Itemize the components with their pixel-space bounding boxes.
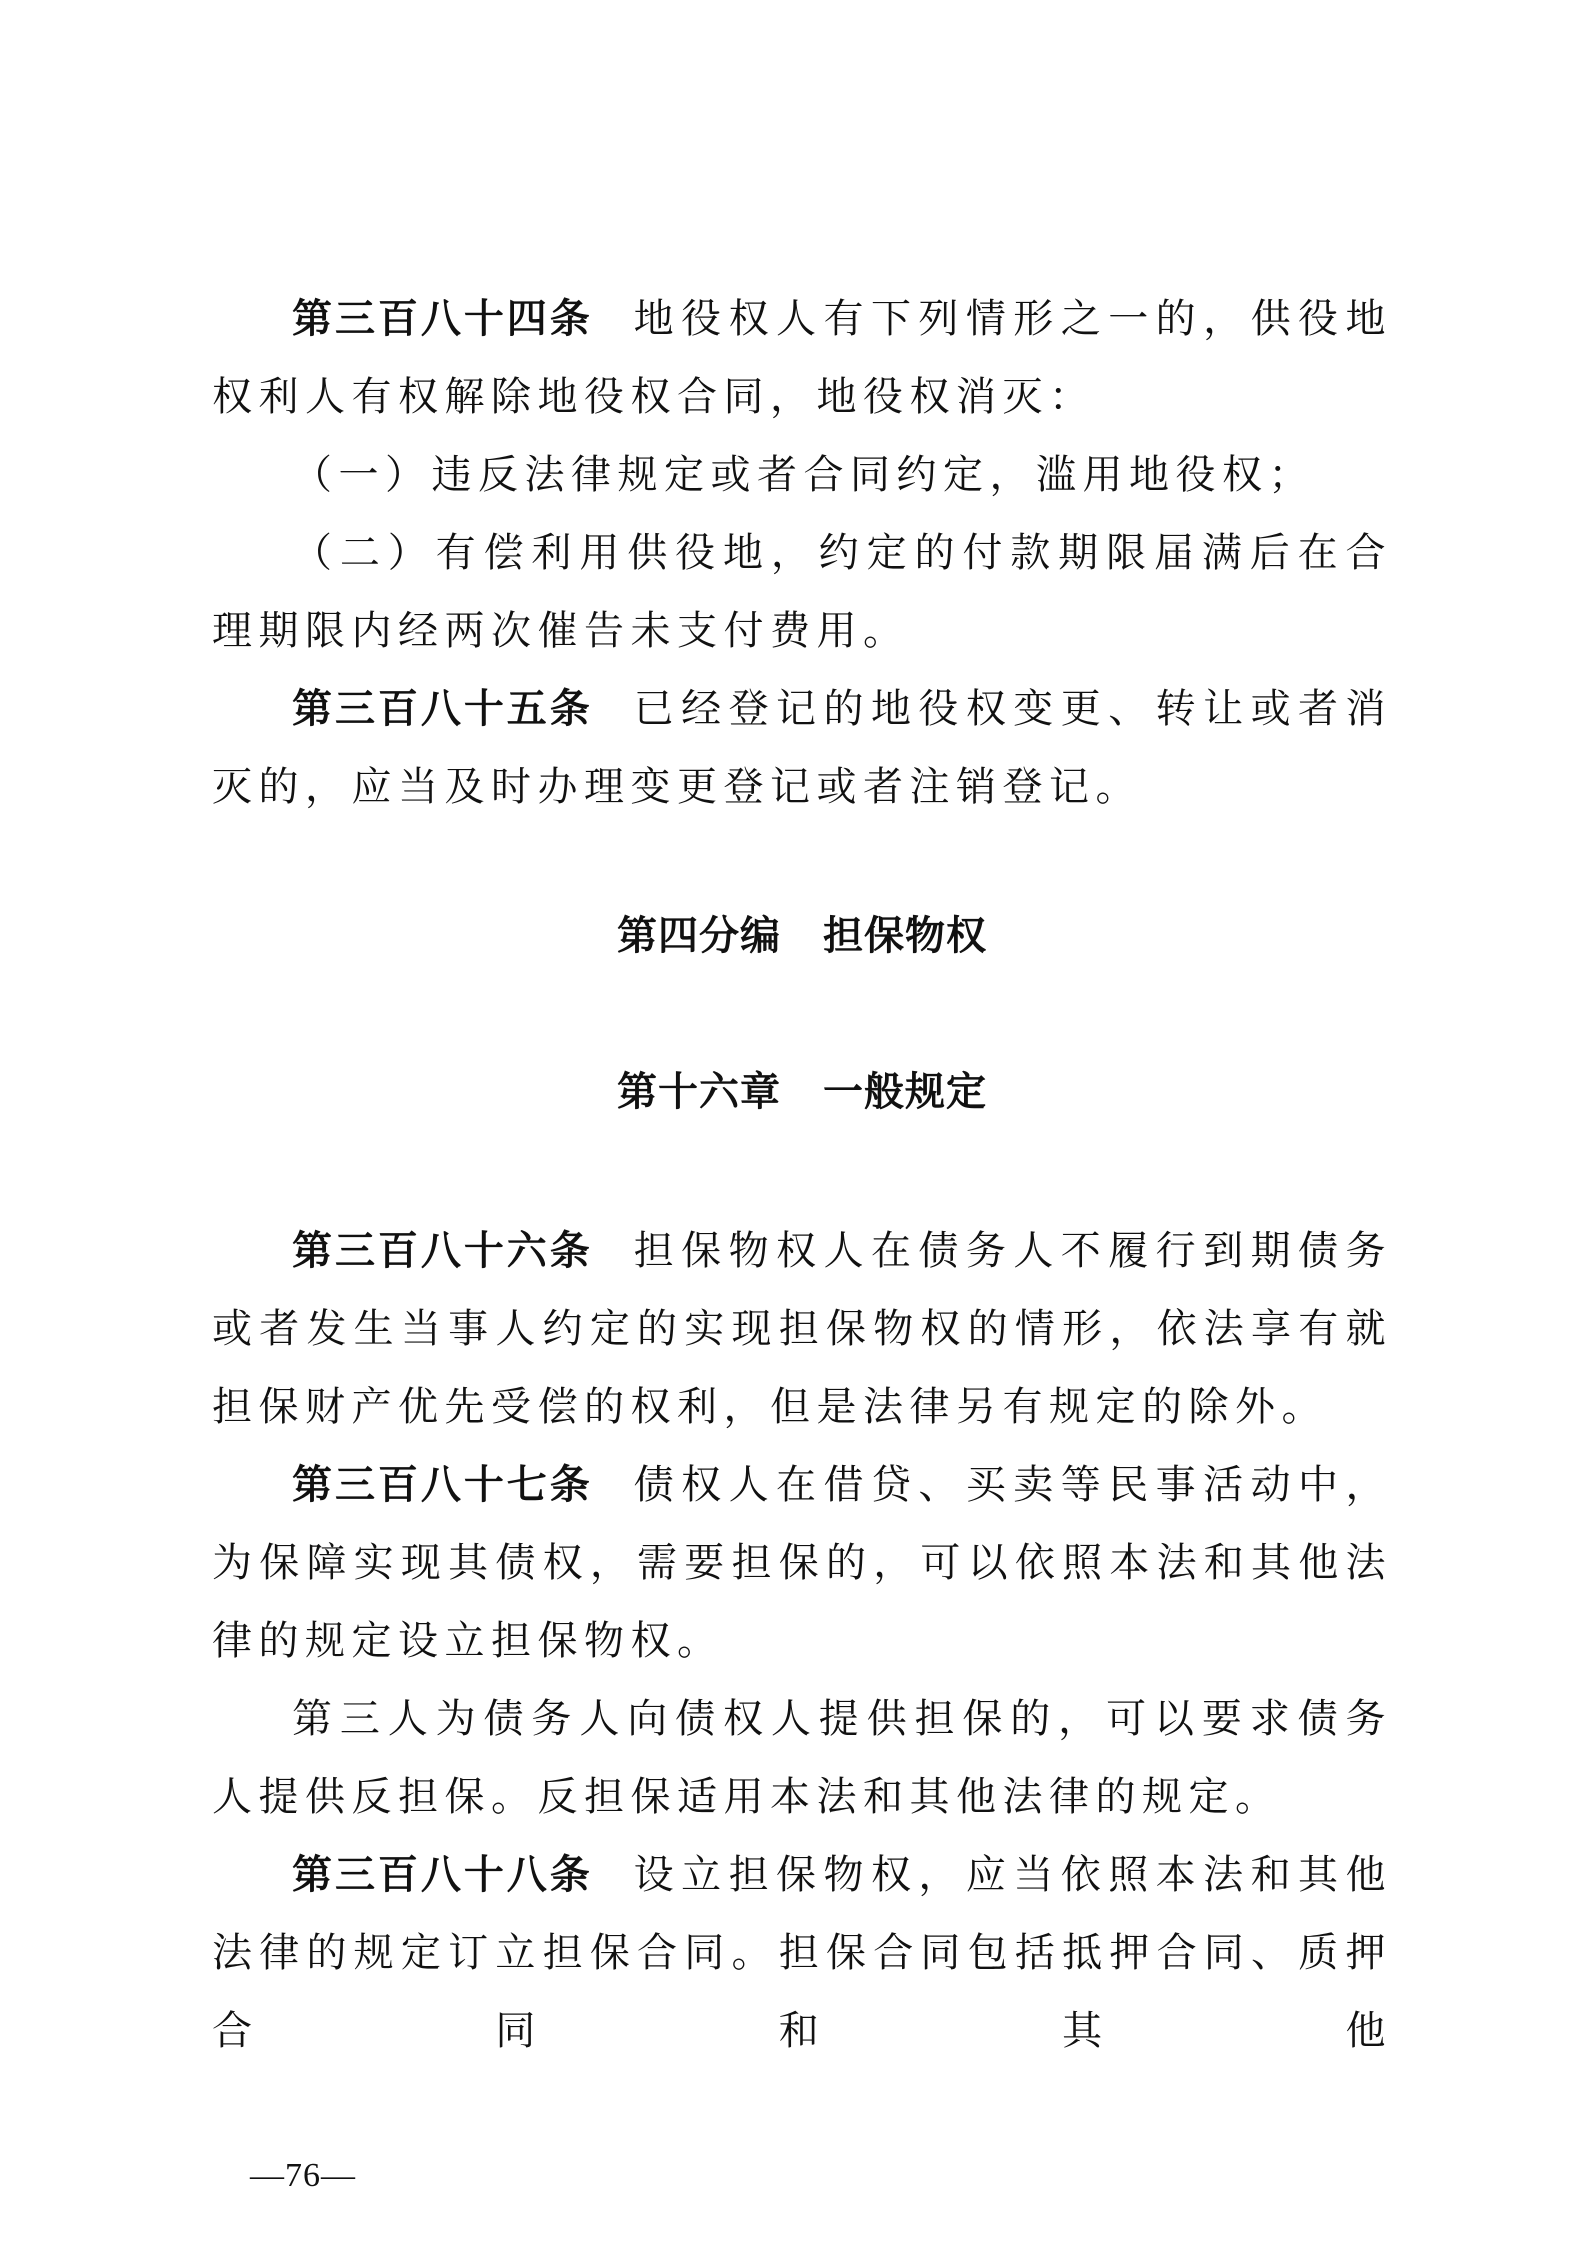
article-388	[212, 1836, 1392, 2070]
article-384-item-1: （一）违反法律规定或者合同约定，滥用地役权；	[292, 452, 1315, 498]
article-text: 设立担保物权，应当依照本法和其他法律的规定订立担保合同。担保合同包括抵押合同、质押合同和其他	[212, 1852, 1393, 2054]
article-387-paragraph-2: 第三人为债务人向债权人提供担保的，可以要求债务人提供反担保。反担保适用本法和其他法律的规定。	[212, 1696, 1392, 1820]
article-number: 第三百八十五条	[292, 686, 593, 732]
article-386	[212, 1212, 1392, 1446]
article-number: 第三百八十七条	[292, 1462, 593, 1508]
security-interest-articles-block	[212, 1212, 1392, 2070]
article-text: 担保物权人在债务人不履行到期债务或者发生当事人约定的实现担保物权的情形，依法享有就担保财产优先受偿的权利，但是法律另有规定的除外。	[212, 1228, 1393, 1430]
article-text: 已经登记的地役权变更、转让或者消灭的，应当及时办理变更登记或者注销登记。	[212, 686, 1393, 810]
article-number: 第三百八十六条	[292, 1228, 593, 1274]
article-text: 地役权人有下列情形之一的，供役地权利人有权解除地役权合同，地役权消灭：	[212, 296, 1393, 420]
article-384-item-2: （二）有偿利用供役地，约定的付款期限届满后在合理期限内经两次催告未支付费用。	[212, 530, 1392, 654]
chapter-number: 第十六章	[617, 1069, 781, 1115]
division-heading	[212, 897, 1392, 975]
article-387	[212, 1446, 1392, 1680]
chapter-heading	[212, 1053, 1392, 1131]
article-384	[212, 280, 1392, 436]
article-number: 第三百八十四条	[292, 296, 593, 342]
article-number: 第三百八十八条	[292, 1852, 593, 1898]
easement-articles-block	[212, 280, 1392, 826]
article-385	[212, 670, 1392, 826]
chapter-title: 一般规定	[823, 1069, 987, 1115]
division-number: 第四分编	[617, 913, 781, 959]
article-text: 债权人在借贷、买卖等民事活动中，为保障实现其债权，需要担保的，可以依照本法和其他法律的规定设立担保物权。	[212, 1462, 1393, 1664]
page-number: —76—	[250, 2157, 356, 2194]
division-title: 担保物权	[823, 913, 987, 959]
